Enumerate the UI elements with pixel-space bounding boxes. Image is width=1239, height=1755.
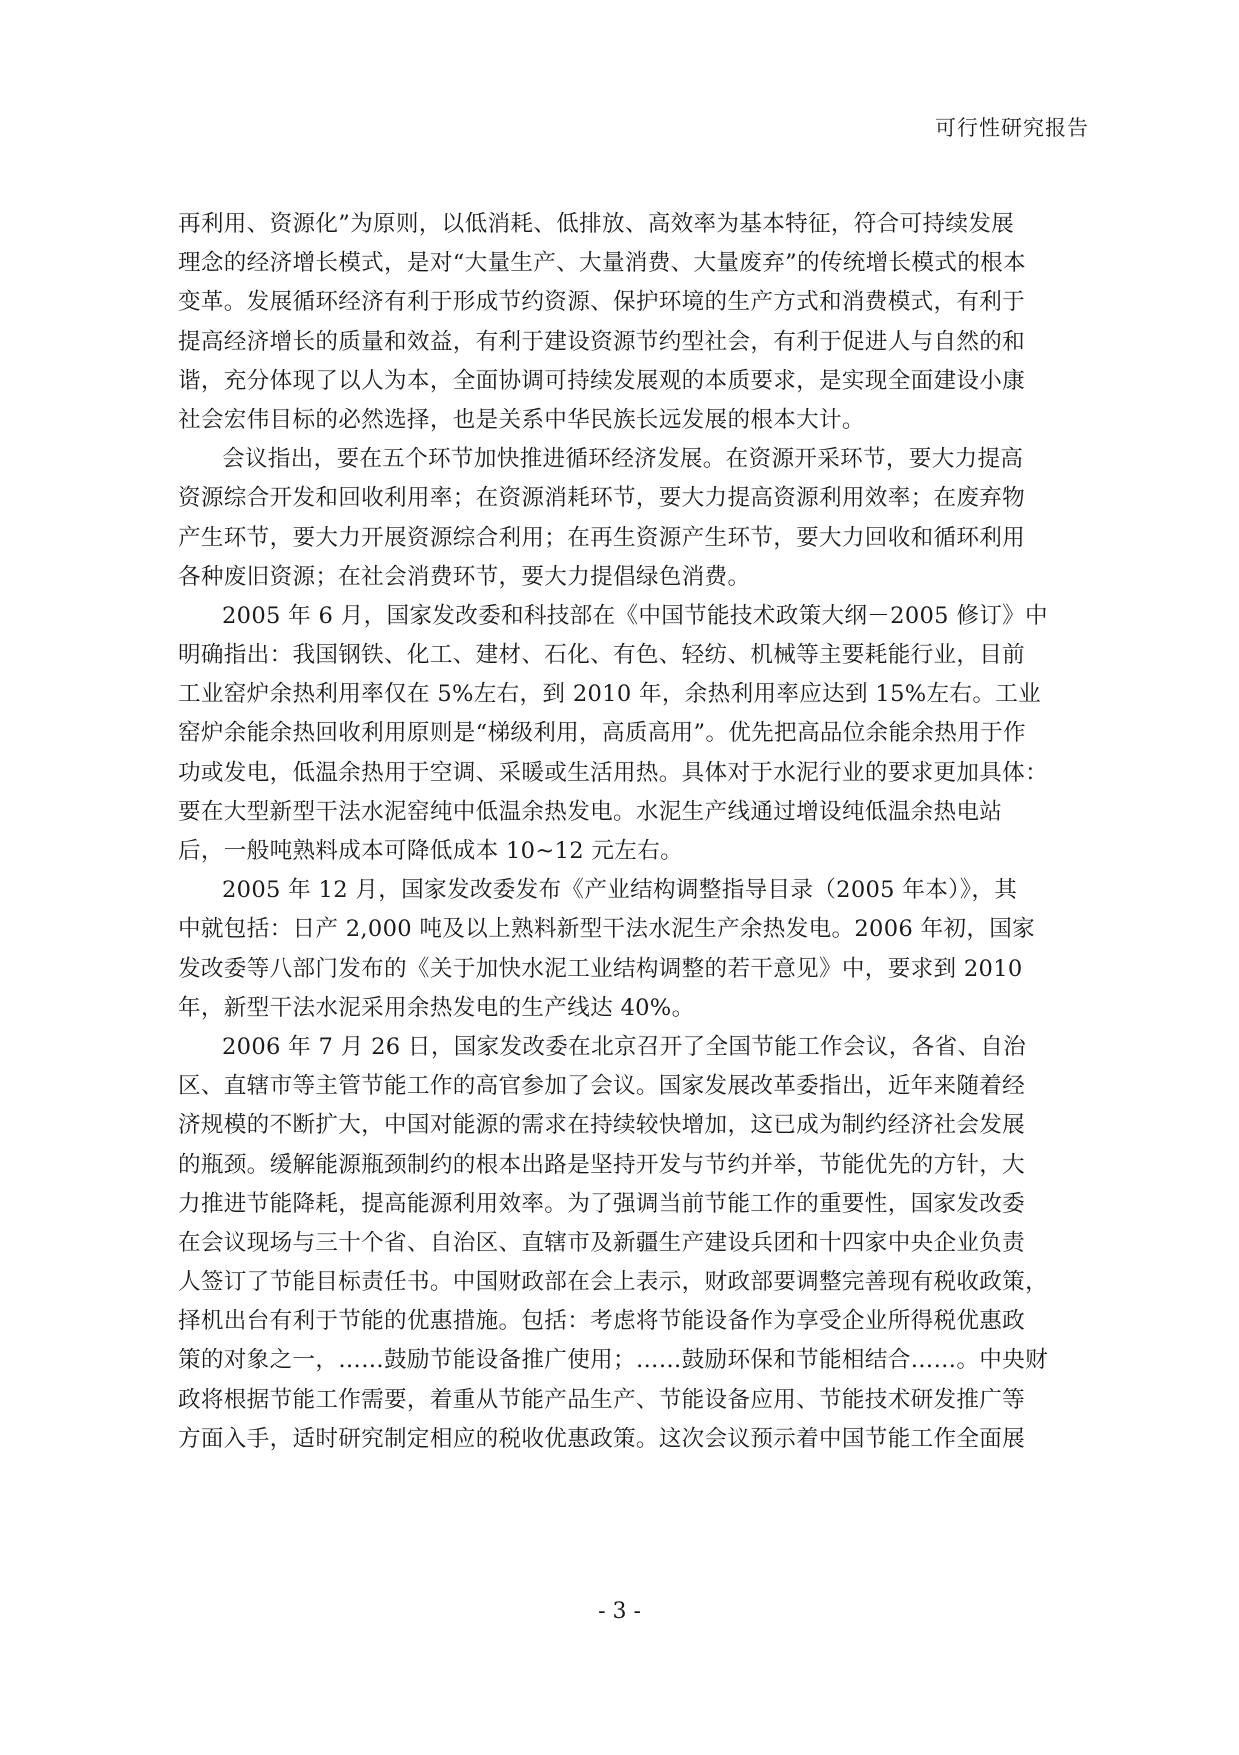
- text-line: 功或发电，低温余热用于空调、采暖或生活用热。具体对于水泥行业的要求更加具体：: [178, 759, 1048, 786]
- text-line: 2006 年 7 月 26 日，国家发改委在北京召开了全国节能工作会议，各省、自治: [222, 1033, 1027, 1060]
- text-line: 明确指出：我国钢铁、化工、建材、石化、有色、轻纺、机械等主要耗能行业，目前: [178, 642, 1026, 669]
- paragraph: [178, 440, 1083, 597]
- paragraph: [178, 1028, 1083, 1459]
- text-line: 产生环节，要大力开展资源综合利用；在再生资源产生环节，要大力回收和循环利用: [178, 524, 1026, 551]
- text-line: 2005 年 6 月，国家发改委和科技部在《中国节能技术政策大纲－2005 修订》中: [222, 602, 1048, 629]
- text-line: 要在大型新型干法水泥窑纯中低温余热发电。水泥生产线通过增设纯低温余热电站: [178, 798, 1003, 825]
- text-line: 谐，充分体现了以人为本，全面协调可持续发展观的本质要求，是实现全面建设小康: [178, 367, 1026, 394]
- text-line: 择机出台有利于节能的优惠措施。包括：考虑将节能设备作为享受企业所得税优惠政: [178, 1308, 1026, 1335]
- text-line: 会议指出，要在五个环节加快推进循环经济发展。在资源开采环节，要大力提高: [222, 446, 1024, 473]
- text-line: 工业窑炉余热利用率仅在 5%左右，到 2010 年，余热利用率应达到 15%左右。工业: [178, 681, 1041, 708]
- text-line: 窑炉余能余热回收利用原则是“梯级利用，高质高用”。优先把高品位余能余热用于作: [178, 720, 1026, 747]
- text-line: 政将根据节能工作需要，着重从节能产品生产、节能设备应用、节能技术研发推广等: [178, 1386, 1026, 1413]
- paragraph: [178, 597, 1083, 871]
- text-line: 方面入手，适时研究制定相应的税收优惠政策。这次会议预示着中国节能工作全面展: [178, 1425, 1026, 1452]
- text-line: 理念的经济增长模式，是对“大量生产、大量消费、大量废弃”的传统增长模式的根本: [178, 250, 1026, 277]
- text-line: 济规模的不断扩大，中国对能源的需求在持续较快增加，这已成为制约经济社会发展: [178, 1112, 1026, 1139]
- text-line: 各种废旧资源；在社会消费环节，要大力提倡绿色消费。: [178, 563, 751, 590]
- text-line: 人签订了节能目标责任书。中国财政部在会上表示，财政部要调整完善现有税收政策，: [178, 1269, 1048, 1296]
- body-text: [178, 205, 1083, 1459]
- text-line: 区、直辖市等主管节能工作的高官参加了会议。国家发展改革委指出，近年来随着经: [178, 1073, 1026, 1100]
- paragraph: [178, 871, 1083, 1028]
- text-line: 资源综合开发和回收利用率；在资源消耗环节，要大力提高资源利用效率；在废弃物: [178, 485, 1026, 512]
- text-line: 中就包括：日产 2,000 吨及以上熟料新型干法水泥生产余热发电。2006 年初，国家: [178, 916, 1036, 943]
- text-line: 在会议现场与三十个省、自治区、直辖市及新疆生产建设兵团和十四家中央企业负责: [178, 1229, 1026, 1256]
- text-line: 2005 年 12 月，国家发改委发布《产业结构调整指导目录（2005 年本）》，其: [222, 877, 1018, 904]
- text-line: 的瓶颈。缓解能源瓶颈制约的根本出路是坚持开发与节约并举，节能优先的方针，大: [178, 1151, 1026, 1178]
- text-line: 力推进节能降耗，提高能源利用效率。为了强调当前节能工作的重要性，国家发改委: [178, 1190, 1026, 1217]
- text-line: 年，新型干法水泥采用余热发电的生产线达 40%。: [178, 994, 695, 1021]
- page-number: - 3 -: [598, 1599, 641, 1624]
- text-line: 发改委等八部门发布的《关于加快水泥工业结构调整的若干意见》中，要求到 2010: [178, 955, 1023, 982]
- text-line: 后，一般吨熟料成本可降低成本 10~12 元左右。: [178, 838, 683, 864]
- text-line: 再利用、资源化”为原则，以低消耗、低排放、高效率为基本特征，符合可持续发展: [178, 211, 1015, 237]
- running-header: 可行性研究报告: [935, 116, 1089, 140]
- text-line: 社会宏伟目标的必然选择，也是关系中华民族长远发展的根本大计。: [178, 406, 865, 433]
- paragraph: [178, 205, 1083, 440]
- text-line: 提高经济增长的质量和效益，有利于建设资源节约型社会，有利于促进人与自然的和: [178, 328, 1026, 355]
- text-line: 策的对象之一，……鼓励节能设备推广使用；……鼓励环保和节能相结合……。中央财: [178, 1347, 1048, 1374]
- text-line: 变革。发展循环经济有利于形成节约资源、保护环境的生产方式和消费模式，有利于: [178, 289, 1026, 316]
